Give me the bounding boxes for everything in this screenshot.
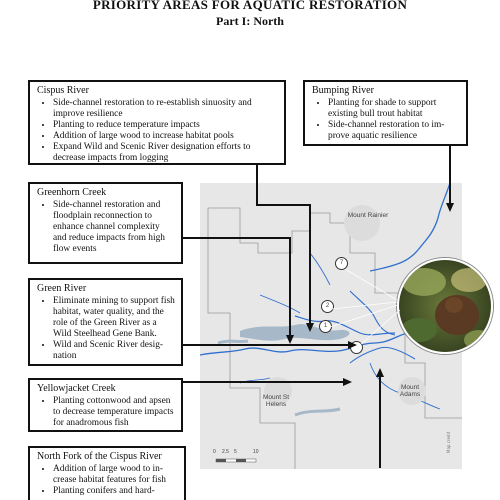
cispus-item: • Addition of large wood to increase habitat pools [53, 131, 278, 142]
arrow-cispus [306, 323, 314, 332]
cispus-item: • Side-channel restoration to re-establish sinuosity and improve resilience [53, 98, 278, 120]
scale-tick-10: 10 [253, 449, 259, 455]
yellowjacket-creek-box [28, 378, 183, 432]
bumping-river-box [303, 80, 468, 146]
photo-pointer-2 [332, 302, 397, 309]
arrow-greenhorn [286, 335, 294, 344]
north-fork-cispus-heading: North Fork of the Cispus River [37, 451, 162, 462]
northfork-item: • Addition of large wood to in-crease habitat features for fish [53, 464, 178, 486]
greenhorn-creek-heading: Greenhorn Creek [37, 187, 107, 198]
site-marker-2[interactable]: 2 [321, 300, 334, 313]
bumping-item: • Side-channel restoration to im-prove aquatic resilience [328, 120, 460, 142]
yellowjacket-creek-heading: Yellowjacket Creek [37, 383, 116, 394]
green-river-box [28, 278, 183, 366]
photo-pointer-7 [345, 269, 397, 300]
green-item: • Wild and Scenic River desig-nation [53, 340, 175, 362]
arrow-bumping [446, 203, 454, 212]
page-subtitle: Part I: North [216, 14, 284, 28]
greenhorn-item: • Side-channel restoration and floodplain reconnection to enhance channel complexity and reduce impacts from high flow events [53, 200, 175, 255]
scale-tick-0: 0 [213, 449, 216, 455]
label-mount-adams: Mount Adams [399, 384, 421, 398]
connector-cispus [257, 157, 310, 325]
bumping-river-heading: Bumping River [312, 85, 374, 96]
green-river-heading: Green River [37, 283, 87, 294]
cispus-item: • Expand Wild and Scenic River designation efforts to decrease impacts from logging [53, 142, 278, 164]
cispus-river-heading: Cispus River [37, 85, 89, 96]
cispus-item: • Planting to reduce temperature impacts [53, 120, 278, 131]
label-mount-rainier: Mount Rainier [347, 212, 389, 219]
bumping-item: • Planting for shade to support existing bull trout habitat [328, 98, 460, 120]
site-marker-7[interactable]: 7 [335, 257, 348, 270]
north-fork-cispus-box [28, 446, 186, 500]
connector-greenhorn [182, 238, 290, 337]
greenhorn-creek-box [28, 182, 183, 264]
scale-tick-5: 5 [234, 449, 237, 455]
site-marker-1[interactable]: 1 [319, 320, 332, 333]
cispus-river-box [28, 80, 286, 165]
arrow-green [348, 341, 357, 349]
arrow-northfork [376, 368, 384, 377]
scale-tick-2-5: 2.5 [222, 449, 229, 455]
yellowjacket-item: • Planting cottonwood and apsen to decrease temperature impacts for anadromous fish [53, 396, 175, 429]
arrow-yellowjacket [343, 378, 352, 386]
northfork-item: • Planting conifers and hard- [53, 486, 178, 497]
green-item: • Eliminate mining to support fish habitat, water quality, and the role of the Green River as a Wild Steelhead Gene Bank. [53, 296, 175, 340]
label-mount-st-helens: Mount St Helens [262, 394, 289, 408]
page-title: PRIORITY AREAS FOR AQUATIC RESTORATION [92, 0, 408, 12]
map-credit: Map credit [446, 431, 451, 453]
